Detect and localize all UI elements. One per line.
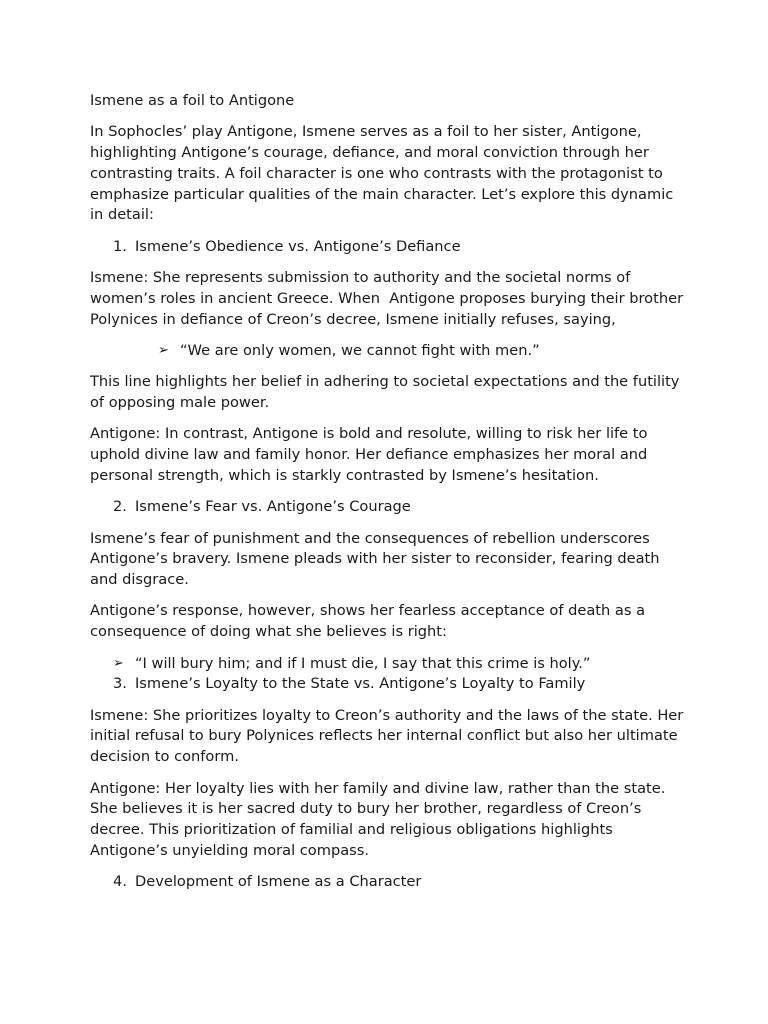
list-number: 1. (113, 237, 127, 255)
intro-paragraph: In Sophocles’ play Antigone, Ismene serves as a foil to her sister, Antigone, highlighting Antigone’s courage, defiance, and moral conviction through her contrasting traits. A foil character is one who contrasts with the protagonist to emphasize particular qualities of the main character. Let’s explore this dynamic in detail: (90, 123, 678, 224)
section-heading-1 (90, 237, 690, 258)
paragraph-antigone-response: Antigone’s response, however, shows her fearless acceptance of death as a consequence of doing what she believes is right: (90, 602, 650, 641)
section-heading-text: Ismene’s Fear vs. Antigone’s Courage (135, 498, 411, 516)
list-number: 2. (113, 498, 127, 516)
quote-text: “I will bury him; and if I must die, I say that this crime is holy.” (135, 654, 591, 672)
document-title: Ismene as a foil to Antigone (90, 92, 295, 109)
section-heading-4 (90, 872, 690, 893)
quote-text: “We are only women, we cannot fight with men.” (180, 341, 540, 359)
section-heading-2 (90, 497, 690, 518)
arrow-bullet-icon: ➢ (158, 342, 169, 358)
quote-bullet-1 (90, 341, 690, 362)
paragraph-ismene-loyalty: Ismene: She prioritizes loyalty to Creon’s authority and the laws of the state. Her initial refusal to bury Polynices reflects her internal conflict but also her ultimate decision to conform. (90, 706, 688, 766)
paragraph-antigone-loyalty: Antigone: Her loyalty lies with her family and divine law, rather than the state. She believes it is her sacred duty to bury her brother, regardless of Creon’s decree. This prioritization of familial and religious obligations highlights Antigone’s unyielding moral compass. (90, 779, 671, 859)
quote-bullet-2 (90, 654, 690, 675)
paragraph-ismene-fear: Ismene’s fear of punishment and the consequences of rebellion underscores Antigone’s bravery. Ismene pleads with her sister to reconsider, fearing death and disgrace. (90, 529, 665, 589)
list-number: 3. (113, 675, 127, 693)
section-heading-3 (90, 674, 690, 695)
list-number: 4. (113, 873, 127, 891)
section-heading-text: Ismene’s Loyalty to the State vs. Antigone’s Loyalty to Family (135, 675, 586, 693)
document-body (90, 91, 690, 904)
section-heading-text: Ismene’s Obedience vs. Antigone’s Defiance (135, 237, 461, 255)
section-heading-text: Development of Ismene as a Character (135, 873, 422, 891)
paragraph-line-highlight: This line highlights her belief in adhering to societal expectations and the futility of opposing male power. (90, 373, 685, 412)
paragraph-antigone-contrast: Antigone: In contrast, Antigone is bold and resolute, willing to risk her life to uphold divine law and family honor. Her defiance emphasizes her moral and personal strength, which is starkly contrasted by Ismene’s hesitation. (90, 425, 653, 484)
paragraph-ismene-obedience: Ismene: She represents submission to authority and the societal norms of women’s roles in ancient Greece. When Antigone proposes burying their brother Polynices in defiance of Creon’s decree, Ismene initially refuses, saying, (90, 269, 688, 328)
arrow-bullet-icon: ➢ (113, 655, 124, 671)
